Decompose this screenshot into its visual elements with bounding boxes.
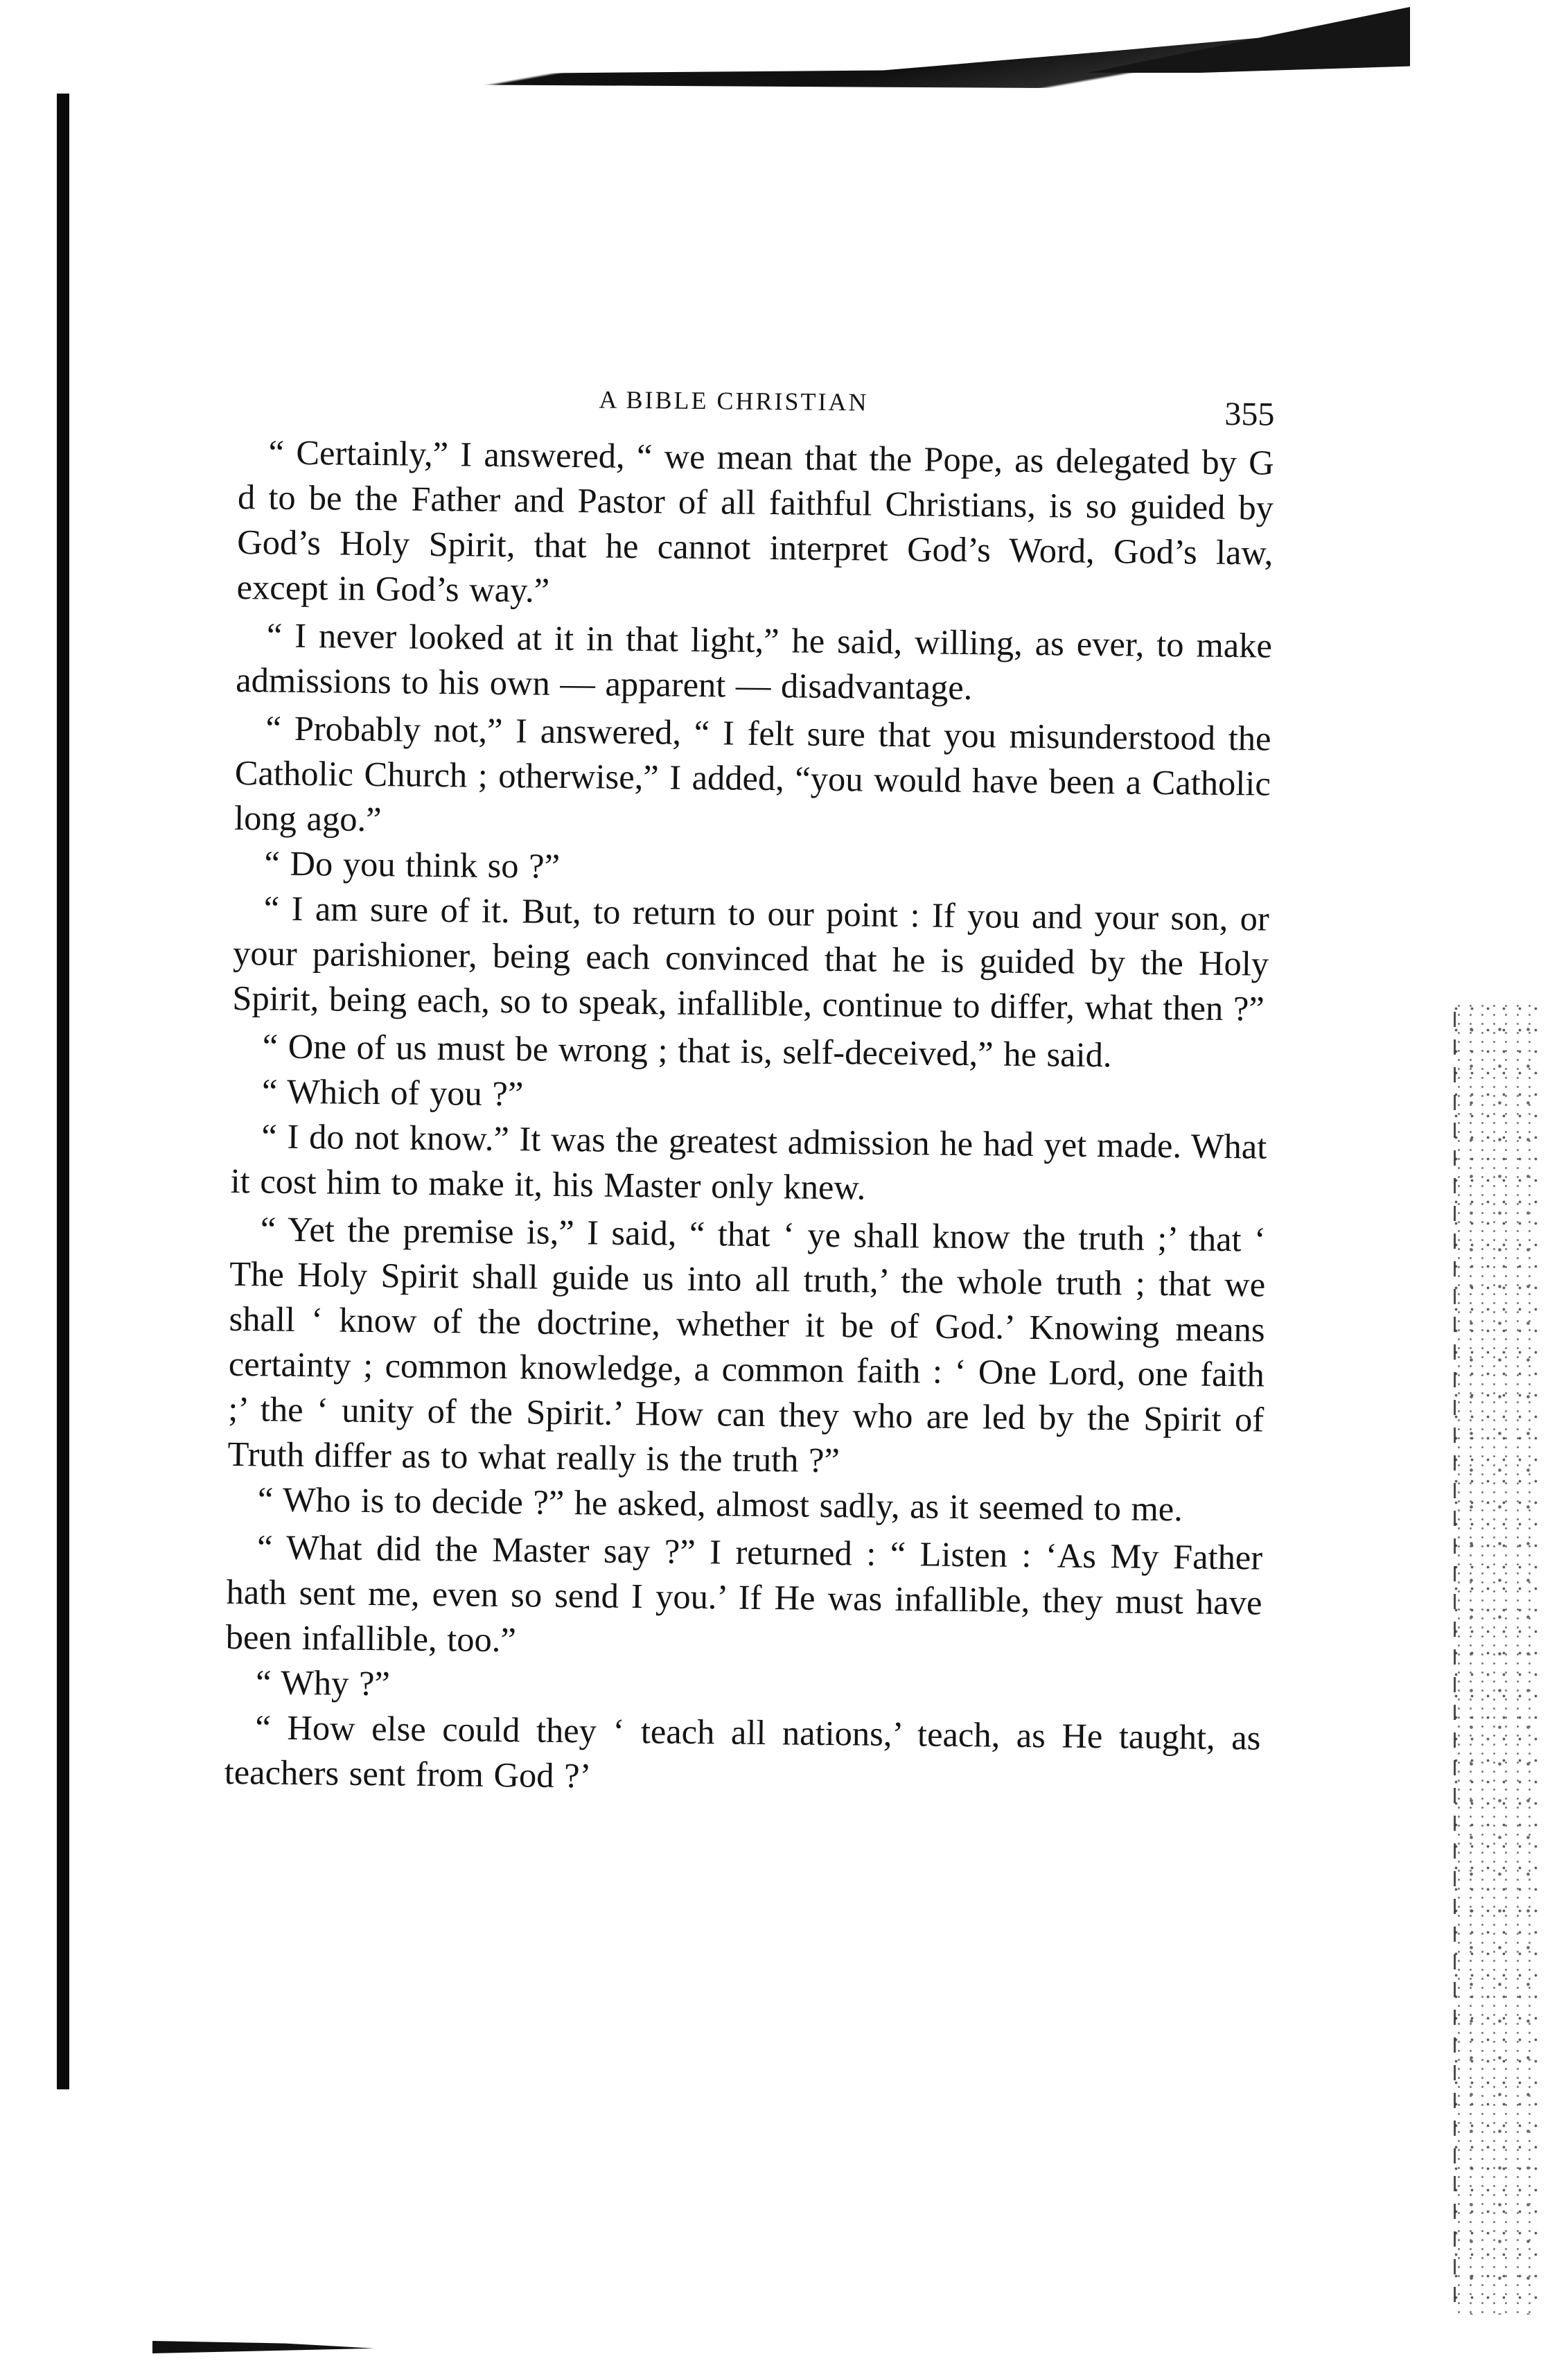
paragraph: “ I do not know.” It was the greatest admission he had yet made. What it cost him to make it, his Master only knew. [230, 1116, 1267, 1207]
paragraph: “ Yet the premise is,” I said, “ that ‘ ye shall know the truth ;’ that ‘ The Holy Spirit shall guide us into all truth,’ the whole truth ; that we shall ‘ know of the doctrine, whether it be of God.’ Knowing means certainty ; common knowledge, a common faith : ‘ One Lord, one faith ;’ the ‘ unity of the Spirit.’ How can they who are led by the Spirit of Truth differ as to what really is the truth ?” [227, 1209, 1267, 1480]
paragraph: “ Probably not,” I answered, “ I felt sure that you misunderstood the Catholic Church ; otherwise,” I added, “you would have been a Catholic long ago.” [234, 708, 1271, 839]
running-header [238, 367, 1275, 441]
page-text-block [224, 367, 1274, 1806]
scan-spine-shadow [57, 94, 69, 2089]
paragraph: “ I never looked at it in that light,” he said, willing, as ever, to make admissions to his own — apparent — disadvantage. [235, 615, 1273, 708]
paragraph: “ What did the Master say ?” I returned : “ Listen : ‘As My Father hath sent me, even so send I you.’ If He was infallible, they must have been infallible, too.” [225, 1527, 1263, 1660]
page-number: 355 [1224, 395, 1275, 433]
paragraph: “ Who is to decide ?” he asked, almost sadly, as it seemed to me. [257, 1480, 1183, 1529]
paragraph: “ I am sure of it. But, to return to our point : If you and your son, or your parishioner, being each convinced that he is guided by the Holy Spirit, being each, so to speak, infallible, continue to differ, what then ?” [232, 888, 1270, 1028]
paragraph: “ Certainly,” I answered, “ we mean that the Pope, as delegated by G d to be the Father and Pastor of all faithful Christians, is so guided by God’s Holy Spirit, that he cannot interpret God’s Word, God’s law, except in God’s way.” [236, 432, 1274, 610]
paragraph: “ One of us must be wrong ; that is, self-deceived,” he said. [262, 1026, 1112, 1075]
running-title: A BIBLE CHRISTIAN [599, 385, 869, 416]
paragraph: “ Why ?” [255, 1662, 391, 1703]
paragraph: “ Do you think so ?” [264, 843, 561, 886]
scan-shadow-bottom [152, 2341, 374, 2353]
scan-edge-speckle [1448, 998, 1538, 2315]
paragraph: “ How else could they ‘ teach all nations,’ teach, as He taught, as teachers sent from God ?’ [224, 1708, 1261, 1796]
paragraph: “ Which of you ?” [261, 1071, 524, 1114]
